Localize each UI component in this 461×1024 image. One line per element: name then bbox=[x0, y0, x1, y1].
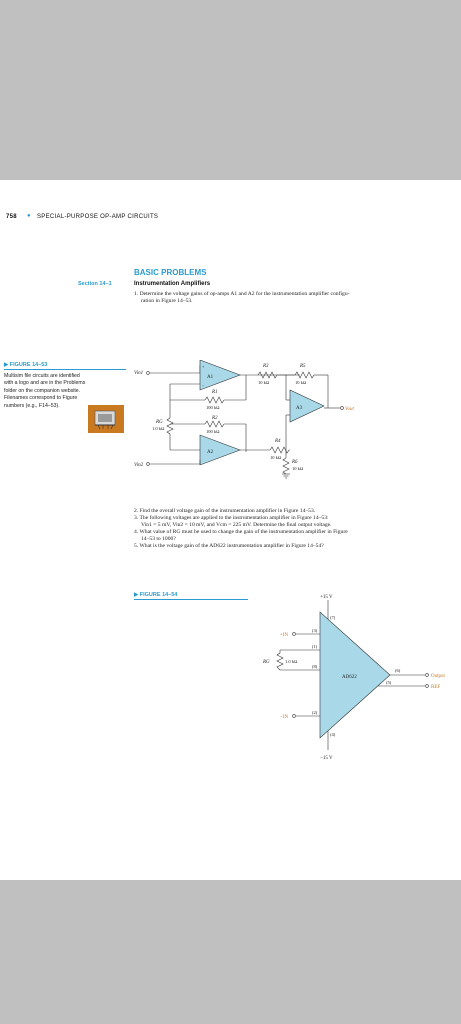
resistor-rg bbox=[167, 418, 173, 434]
top-gray-band bbox=[0, 0, 461, 180]
label-r4-val: 10 kΩ bbox=[270, 455, 282, 460]
figure-54-caption: ▶ FIGURE 14–54 bbox=[134, 592, 178, 598]
label-vin1: Vin1 bbox=[134, 371, 144, 376]
label-r5-val: 10 kΩ bbox=[295, 380, 307, 385]
resistor-r6 bbox=[283, 458, 289, 474]
resistor-r2 bbox=[205, 421, 224, 427]
label-r3: R3 bbox=[263, 364, 269, 369]
problem-text-cont: ration in Figure 14–53. bbox=[141, 298, 193, 304]
label-a2: A2 bbox=[207, 450, 214, 455]
section-heading: BASIC PROBLEMS bbox=[134, 268, 207, 277]
label-r6-val: 10 kΩ bbox=[292, 466, 304, 471]
problem-1 bbox=[134, 291, 456, 305]
label-r1-val: 100 kΩ bbox=[206, 405, 220, 410]
section-label: Section 14–1 bbox=[78, 281, 112, 287]
subheading: Instrumentation Amplifiers bbox=[134, 281, 211, 287]
figure-53-caption: ▶ FIGURE 14–53 bbox=[4, 362, 48, 368]
label-vin2: Vin2 bbox=[134, 463, 144, 468]
problem-text: Determine the voltage gains of op-amps A1 and A2 for the instrumentation amplifier configu- bbox=[139, 291, 350, 297]
label-ref: REF bbox=[431, 685, 441, 690]
label-vout: Vout bbox=[345, 407, 354, 412]
pin-2: (2) bbox=[312, 710, 318, 715]
label-a1-plus: + bbox=[202, 364, 205, 369]
label-r5: R5 bbox=[300, 364, 306, 369]
figure-53-rule bbox=[4, 369, 126, 370]
label-a1-minus: − bbox=[202, 383, 205, 388]
label-r2-val: 100 kΩ bbox=[206, 429, 220, 434]
label-a1: A1 bbox=[207, 375, 214, 380]
bottom-gray-band bbox=[0, 880, 461, 1024]
opamp-a2 bbox=[200, 435, 240, 465]
pin-6: (6) bbox=[395, 668, 401, 673]
label-a3: A3 bbox=[296, 406, 303, 411]
label-r4: R4 bbox=[275, 439, 281, 444]
pin-3: (3) bbox=[312, 628, 318, 633]
running-head: SPECIAL-PURPOSE OP-AMP CIRCUITS bbox=[37, 214, 159, 220]
pin-1: (1) bbox=[312, 644, 318, 649]
label-r3-val: 10 kΩ bbox=[258, 380, 270, 385]
problem-number: 1. bbox=[134, 291, 139, 297]
problem-5: 5. What is the voltage gain of the AD622 instrumentation amplifier in Figure 14–54? bbox=[134, 543, 324, 549]
label-r2: R2 bbox=[212, 416, 218, 421]
label-rg-54: RG bbox=[263, 660, 270, 665]
figure-54-rule bbox=[134, 599, 248, 600]
label-r6: R6 bbox=[292, 460, 298, 465]
multisim-note: Multisim file circuits are identified with a logo and are in the Problems folder on the companion website. Filenames correspond to Figure numbers (e.g., F14–53). bbox=[4, 373, 86, 409]
problem-4: 4. What value of RG must be used to change the gain of the instrumentation amplifier in Figure bbox=[134, 529, 348, 535]
label-vneg: −15 V bbox=[320, 756, 333, 761]
pin-4: (4) bbox=[330, 732, 336, 737]
label-r1: R1 bbox=[212, 390, 218, 395]
figure-54-circuit bbox=[250, 590, 461, 765]
problems-2-5 bbox=[134, 508, 456, 550]
label-chip: AD622 bbox=[342, 675, 357, 680]
resistor-rg-54 bbox=[277, 653, 283, 670]
label-in-pos: +IN bbox=[280, 633, 289, 638]
label-output: Output bbox=[431, 674, 445, 679]
pin-5: (5) bbox=[386, 680, 392, 685]
label-rg-val-54: 1.0 kΩ bbox=[285, 659, 298, 664]
label-rg-val: 1.0 kΩ bbox=[152, 426, 165, 431]
problem-2: 2. Find the overall voltage gain of the instrumentation amplifier in Figure 14–53. bbox=[134, 508, 316, 514]
multisim-logo bbox=[88, 405, 124, 433]
label-in-neg: −IN bbox=[280, 715, 289, 720]
pin-8: (8) bbox=[312, 664, 318, 669]
pin-7: (7) bbox=[330, 615, 336, 620]
figure-53-circuit bbox=[130, 360, 360, 480]
problem-3-cont: Vin1 = 5 mV, Vin2 = 10 mV, and Vcm = 225 mV. Determine the final output voltage. bbox=[141, 522, 332, 528]
opamp-a1 bbox=[200, 360, 240, 390]
page-number: 758 bbox=[6, 214, 17, 220]
resistor-r1 bbox=[205, 397, 224, 403]
label-vpos: +15 V bbox=[320, 595, 333, 600]
label-rg: RG bbox=[156, 420, 163, 425]
bullet-dot: ● bbox=[27, 213, 31, 219]
problem-4-cont: 14–53 to 1000? bbox=[141, 536, 176, 542]
problem-3: 3. The following voltages are applied to the instrumentation amplifier in Figure 14–53: bbox=[134, 515, 329, 521]
